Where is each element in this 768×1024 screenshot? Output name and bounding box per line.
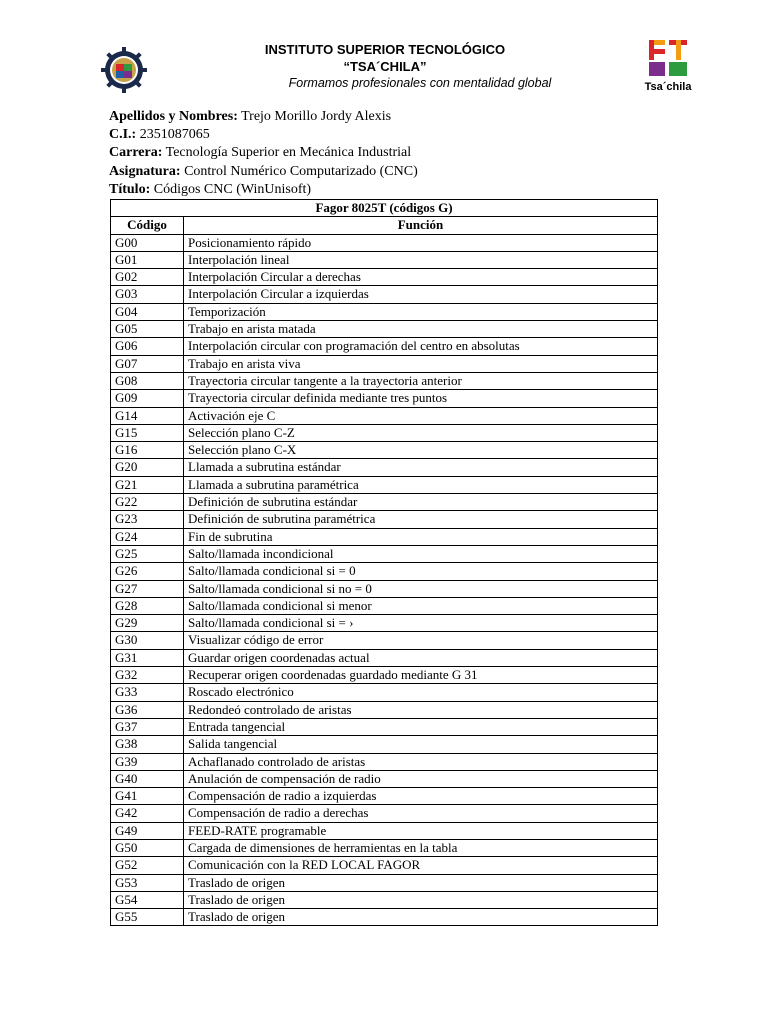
table-row [111,355,658,372]
function-cell: Guardar origen coordenadas actual [184,649,658,666]
code-cell: G29 [111,615,184,632]
function-cell: Salida tangencial [184,736,658,753]
table-row [111,701,658,718]
table-row [111,874,658,891]
institute-seal-logo [101,47,147,93]
function-cell: Posicionamiento rápido [184,234,658,251]
code-cell: G37 [111,718,184,735]
table-row [111,615,658,632]
code-cell: G16 [111,442,184,459]
function-cell: Interpolación circular con programación del centro en absolutas [184,338,658,355]
code-cell: G00 [111,234,184,251]
code-cell: G36 [111,701,184,718]
brand-wordmark: Tsa´chila [644,81,692,93]
function-cell: Traslado de origen [184,891,658,908]
function-cell: Visualizar código de error [184,632,658,649]
table-row [111,545,658,562]
function-cell: Fin de subrutina [184,528,658,545]
table-row [111,234,658,251]
function-cell: Achaflanado controlado de aristas [184,753,658,770]
ci-line: C.I.: 2351087065 [109,127,210,143]
table-row [111,476,658,493]
code-cell: G39 [111,753,184,770]
code-cell: G49 [111,822,184,839]
table-row [111,736,658,753]
code-cell: G09 [111,390,184,407]
code-cell: G25 [111,545,184,562]
code-cell: G15 [111,424,184,441]
code-cell: G21 [111,476,184,493]
code-cell: G03 [111,286,184,303]
function-cell: Trayectoria circular tangente a la trayectoria anterior [184,372,658,389]
function-cell: Salto/llamada condicional si = › [184,615,658,632]
table-row [111,390,658,407]
code-cell: G04 [111,303,184,320]
code-cell: G55 [111,909,184,926]
code-cell: G50 [111,839,184,856]
code-cell: G40 [111,770,184,787]
table-row [111,338,658,355]
function-cell: Salto/llamada condicional si no = 0 [184,580,658,597]
code-cell: G14 [111,407,184,424]
code-cell: G52 [111,857,184,874]
function-cell: Interpolación Circular a izquierdas [184,286,658,303]
table-row [111,753,658,770]
table-caption: Fagor 8025T (códigos G) [111,200,658,217]
names-line: Apellidos y Nombres: Trejo Morillo Jordy Alexis [109,109,392,124]
function-cell: Roscado electrónico [184,684,658,701]
table-row [111,788,658,805]
table-row [111,580,658,597]
function-cell: Interpolación lineal [184,251,658,268]
tsachila-brand-logo [641,38,695,94]
table-row [111,649,658,666]
code-cell: G01 [111,251,184,268]
table-row [111,494,658,511]
title-line: Título: Códigos CNC (WinUnisoft) [109,181,312,197]
subject-line: Asignatura: Control Numérico Computarizado (CNC) [109,163,418,179]
code-cell: G07 [111,355,184,372]
function-cell: Entrada tangencial [184,718,658,735]
student-info [109,108,418,199]
function-cell: Interpolación Circular a derechas [184,269,658,286]
function-cell: Compensación de radio a izquierdas [184,788,658,805]
table-row [111,805,658,822]
function-cell: Trabajo en arista matada [184,321,658,338]
g-codes-table [110,199,658,926]
institution-title: INSTITUTO SUPERIOR TECNOLÓGICO [264,42,506,57]
code-cell: G24 [111,528,184,545]
code-cell: G23 [111,511,184,528]
function-cell: Trayectoria circular definida mediante tres puntos [184,390,658,407]
code-cell: G32 [111,667,184,684]
table-row [111,269,658,286]
function-cell: Trabajo en arista viva [184,355,658,372]
code-cell: G30 [111,632,184,649]
function-cell: Definición de subrutina estándar [184,494,658,511]
code-cell: G41 [111,788,184,805]
function-cell: Redondeó controlado de aristas [184,701,658,718]
code-cell: G26 [111,563,184,580]
function-cell: Recuperar origen coordenadas guardado mediante G 31 [184,667,658,684]
table-row [111,286,658,303]
code-cell: G02 [111,269,184,286]
table-row [111,597,658,614]
table-row [111,770,658,787]
function-cell: Llamada a subrutina paramétrica [184,476,658,493]
function-cell: Activación eje C [184,407,658,424]
code-cell: G08 [111,372,184,389]
institution-name: “TSA´CHILA” [343,59,427,74]
table-row [111,251,658,268]
function-cell: FEED-RATE programable [184,822,658,839]
code-cell: G06 [111,338,184,355]
code-cell: G33 [111,684,184,701]
code-cell: G53 [111,874,184,891]
table-row [111,511,658,528]
code-cell: G28 [111,597,184,614]
table-row [111,718,658,735]
table-row [111,891,658,908]
function-cell: Salto/llamada incondicional [184,545,658,562]
table-row [111,303,658,320]
table-row [111,684,658,701]
function-cell: Traslado de origen [184,874,658,891]
column-header-function: Función [184,217,658,234]
career-line: Carrera: Tecnología Superior en Mecánica Industrial [109,145,412,161]
code-cell: G38 [111,736,184,753]
code-cell: G27 [111,580,184,597]
code-cell: G20 [111,459,184,476]
function-cell: Llamada a subrutina estándar [184,459,658,476]
function-cell: Compensación de radio a derechas [184,805,658,822]
table-row [111,528,658,545]
institution-slogan: Formamos profesionales con mentalidad global [288,76,552,90]
table-row [111,667,658,684]
table-row [111,909,658,926]
table-body [111,234,658,926]
function-cell: Traslado de origen [184,909,658,926]
function-cell: Selección plano C-Z [184,424,658,441]
table-row [111,632,658,649]
function-cell: Cargada de dimensiones de herramientas en la tabla [184,839,658,856]
function-cell: Salto/llamada condicional si = 0 [184,563,658,580]
code-cell: G54 [111,891,184,908]
function-cell: Comunicación con la RED LOCAL FAGOR [184,857,658,874]
table-row [111,407,658,424]
code-cell: G31 [111,649,184,666]
function-cell: Anulación de compensación de radio [184,770,658,787]
table-row [111,857,658,874]
table-row [111,372,658,389]
code-cell: G42 [111,805,184,822]
table-row [111,424,658,441]
table-row [111,459,658,476]
table-row [111,839,658,856]
table-row [111,563,658,580]
function-cell: Selección plano C-X [184,442,658,459]
column-header-code: Código [111,217,184,234]
table-row [111,321,658,338]
code-cell: G05 [111,321,184,338]
table-row [111,822,658,839]
code-cell: G22 [111,494,184,511]
table-row [111,442,658,459]
function-cell: Temporización [184,303,658,320]
function-cell: Definición de subrutina paramétrica [184,511,658,528]
function-cell: Salto/llamada condicional si menor [184,597,658,614]
